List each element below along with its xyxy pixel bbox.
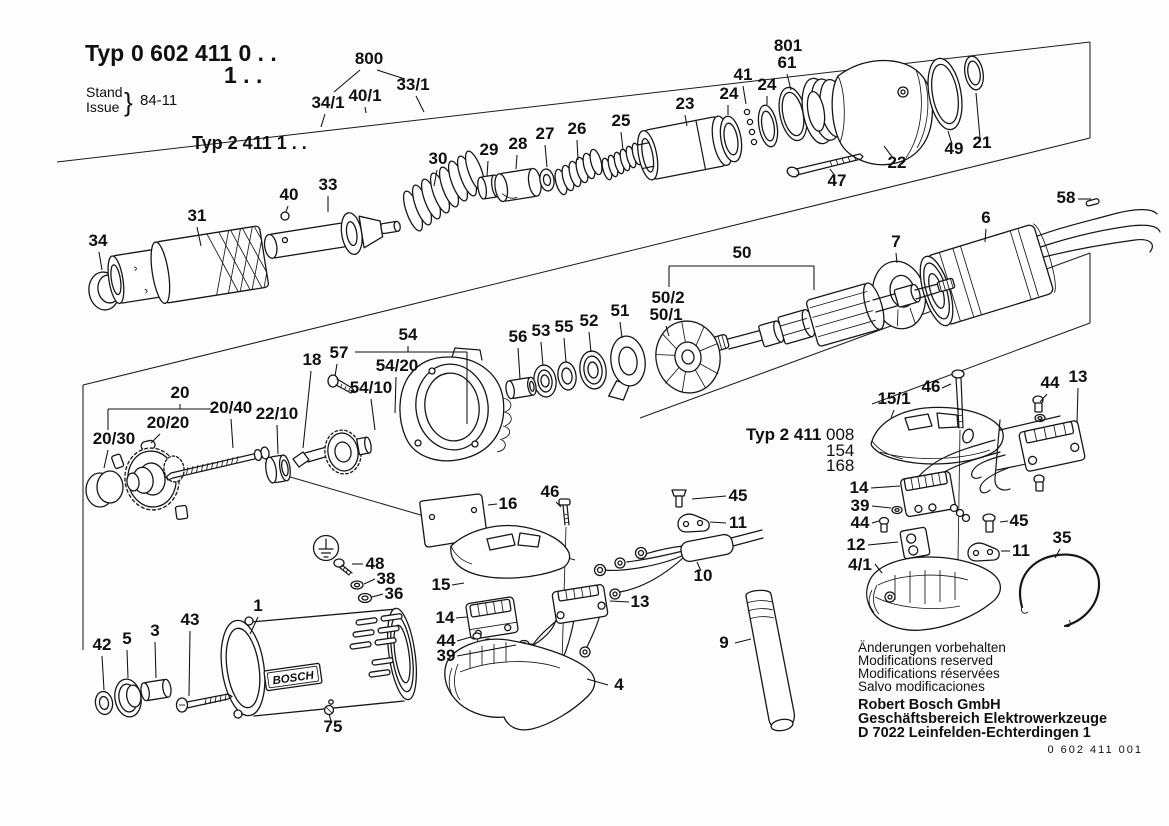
callout-label-14: 14 (435, 608, 455, 627)
part-56-bushing (505, 377, 537, 399)
callout-label-45: 45 (1009, 511, 1029, 530)
callout-leader-20/30 (104, 450, 108, 468)
part-1-motor-housing (216, 607, 422, 719)
callout-label-75: 75 (323, 717, 343, 736)
callout-label-14: 14 (849, 478, 869, 497)
part-10-cable (595, 530, 764, 599)
callout-label-22/10: 22/10 (255, 404, 299, 423)
callout-label-24: 24 (719, 84, 739, 103)
callout-leader-42 (102, 656, 104, 690)
part-42-ring (94, 690, 114, 715)
callout-label-61: 61 (777, 53, 797, 72)
callout-label-6: 6 (981, 208, 991, 227)
callout-leader-34 (99, 252, 102, 270)
callout-label-16: 16 (498, 494, 518, 513)
callout-leader-25 (621, 132, 623, 150)
callout-leader-52 (589, 332, 591, 352)
callout-label-18: 18 (302, 350, 322, 369)
callout-leader-54/10 (371, 399, 375, 430)
callout-label-46: 46 (540, 482, 560, 501)
callout-leader-38 (364, 579, 375, 584)
callout-leader-21 (976, 93, 980, 138)
callout-leader-15 (452, 583, 464, 585)
callout-label-3: 3 (150, 621, 160, 640)
part-15-1-cover (871, 407, 1003, 464)
callout-label-10: 10 (693, 566, 713, 585)
typ-secondary: Typ 2 411 1 . . (192, 133, 307, 153)
callout-leader-57 (335, 364, 337, 376)
callout-leader-20/20 (151, 434, 160, 443)
callout-label-39: 39 (850, 496, 870, 515)
footer-company-1: Geschäftsbereich Elektrowerkzeuge (858, 711, 1108, 727)
typ-number: 0 602 411 0 . . (131, 40, 277, 66)
callout-label-54: 54 (398, 325, 418, 344)
callout-label-24: 24 (757, 75, 777, 94)
part-12-block (900, 527, 930, 559)
title-block (85, 40, 307, 153)
callout-label-4: 4 (614, 675, 624, 694)
callout-label-49: 49 (944, 139, 964, 158)
callout-label-42: 42 (92, 635, 112, 654)
callout-label-5: 5 (122, 629, 132, 648)
ground-symbol (314, 536, 339, 561)
typ-right-block (746, 425, 854, 475)
callout-label-34: 34 (88, 231, 108, 250)
callout-label-23: 23 (675, 94, 695, 113)
typ-right-code-2: 168 (826, 456, 855, 475)
part-31-spindle (104, 226, 269, 312)
callout-leader-45 (692, 496, 726, 499)
callout-label-30: 30 (428, 149, 448, 168)
callout-leader-22/10 (277, 425, 278, 454)
callout-label-15: 15 (431, 575, 451, 594)
callout-label-27: 27 (535, 124, 555, 143)
callout-label-1: 1 (253, 596, 263, 615)
callout-label-47: 47 (827, 171, 847, 190)
callout-label-57: 57 (329, 343, 349, 362)
typ-right-label: Typ 2 411 (746, 425, 822, 444)
part-44-screw-right-list (880, 518, 889, 533)
footer-company-2: D 7022 Leinfelden-Echterdingen 1 (858, 725, 1091, 741)
part-44-screw-right-bottom (1034, 475, 1044, 491)
callout-leader-9 (735, 639, 751, 643)
typ-number2: 1 . . (224, 62, 263, 88)
callout-label-35: 35 (1052, 528, 1072, 547)
part-26-spring (553, 148, 604, 196)
callout-leader-45 (1000, 521, 1008, 522)
part-36-washer (359, 594, 372, 603)
callout-label-50/1: 50/1 (649, 305, 683, 324)
part-4-1-handle-shell-right (867, 557, 1001, 630)
part-39-washer-right (892, 507, 902, 514)
callout-leader-26 (577, 140, 578, 160)
typ-label: Typ (85, 40, 125, 66)
stand-brace: } (124, 87, 133, 117)
callout-label-15/1: 15/1 (877, 389, 911, 408)
callout-leader-41 (743, 86, 746, 104)
part-20-gear-set (86, 440, 188, 520)
callout-label-22: 22 (887, 153, 907, 172)
callout-label-41: 41 (733, 65, 753, 84)
bosch-logo-text: BOSCH (271, 669, 315, 688)
part-52-bearing (577, 349, 608, 390)
callout-label-801: 801 (773, 36, 803, 55)
callout-label-31: 31 (187, 206, 207, 225)
callout-label-9: 9 (719, 633, 729, 652)
callout-label-45: 45 (728, 486, 748, 505)
callout-label-46: 46 (921, 377, 941, 396)
callout-label-54/20: 54/20 (375, 356, 419, 375)
callout-leader-18 (303, 371, 311, 448)
typ-right-code-1: 154 (826, 441, 855, 460)
part-47-screw (786, 154, 863, 179)
callout-leader-29 (487, 161, 488, 176)
callout-leader-44 (872, 521, 879, 523)
callout-label-20/40: 20/40 (209, 398, 253, 417)
part-9-cable-sleeve (746, 590, 794, 732)
callout-label-29: 29 (479, 140, 499, 159)
callout-label-33/1: 33/1 (396, 75, 430, 94)
part-3-bushing (140, 679, 172, 701)
part-38-washer (351, 581, 363, 589)
callout-label-28: 28 (508, 134, 528, 153)
callout-label-55: 55 (554, 317, 574, 336)
callout-label-4/1: 4/1 (848, 555, 872, 574)
callout-label-12: 12 (846, 535, 866, 554)
callout-label-56: 56 (508, 327, 528, 346)
callout-label-20: 20 (170, 383, 190, 402)
callout-label-11: 11 (1012, 541, 1030, 560)
callout-label-7: 7 (891, 232, 901, 251)
part-22-gear-housing (797, 60, 932, 164)
part-28-sleeve (493, 168, 543, 203)
callout-label-800: 800 (354, 49, 384, 68)
bosch-logo-plate (264, 663, 322, 691)
callout-leader-40 (286, 206, 288, 212)
part-45-screw-mid (672, 490, 686, 507)
callout-leader-28 (516, 155, 517, 169)
callout-label-51: 51 (610, 301, 630, 320)
callout-label-34/1: 34/1 (311, 93, 345, 112)
callout-leader-16 (488, 504, 497, 505)
callout-label-43: 43 (180, 610, 200, 629)
callout-leader-12 (868, 542, 898, 545)
callout-leader-13 (610, 601, 629, 602)
part-5-flanged-ring (112, 677, 144, 719)
callout-leader-11 (710, 522, 726, 523)
part-24-ring-b (755, 104, 780, 148)
stand-label: Stand (86, 84, 123, 100)
callout-leader-44 (457, 637, 471, 641)
callout-label-53: 53 (531, 321, 551, 340)
callout-label-52: 52 (579, 311, 599, 330)
part-14-brush-holder-mid (465, 596, 518, 639)
callout-leader-46 (942, 384, 951, 388)
callout-label-36: 36 (384, 584, 404, 603)
callout-leader-43 (189, 631, 190, 696)
part-43-screw (177, 694, 233, 712)
part-21-ring (962, 55, 986, 92)
callout-label-40/1: 40/1 (348, 86, 382, 105)
callout-leader-39 (872, 506, 891, 508)
callout-label-21: 21 (972, 133, 992, 152)
part-40-ball (281, 212, 289, 220)
part-22-10-bushing (264, 454, 292, 483)
callout-label-50/2: 50/2 (651, 288, 685, 307)
part-4-handle-shell (445, 639, 595, 730)
callout-label-44: 44 (436, 631, 456, 650)
callout-label-33: 33 (318, 175, 338, 194)
footer-note-2: Modifications réservées (858, 666, 1000, 681)
part-75-screw (325, 706, 334, 715)
callout-leader-40/1 (365, 107, 366, 113)
footer-note-3: Salvo modificaciones (858, 679, 985, 694)
part-11-clamp-mid (678, 514, 709, 532)
callout-leader-14 (456, 617, 467, 618)
footer-note-1: Modifications reserved (858, 653, 994, 668)
part-35-wire-bail (1020, 555, 1099, 627)
callout-leader-55 (564, 338, 566, 362)
callout-leader-27 (545, 145, 547, 167)
callout-leader-51 (620, 322, 622, 338)
part-46-screw-mid (559, 499, 570, 662)
callout-label-13: 13 (630, 592, 650, 611)
callout-label-40: 40 (279, 185, 299, 204)
issue-label: Issue (86, 99, 120, 115)
part-45-screw-right (983, 514, 995, 532)
part-55-washer (556, 361, 578, 391)
callout-leader-53 (541, 342, 543, 366)
callout-label-44: 44 (1040, 373, 1060, 392)
callout-leader-13 (1077, 388, 1078, 423)
callout-leader-14 (871, 486, 900, 488)
callout-label-20/30: 20/30 (92, 429, 136, 448)
part-50-1-fan (650, 316, 726, 398)
callout-label-58: 58 (1056, 188, 1076, 207)
footer-block (858, 640, 1143, 756)
part-11-clamp-right (968, 543, 999, 561)
part-41-balls (744, 109, 756, 144)
part-51-bearing-plate (601, 334, 650, 402)
callout-leader-34/1 (321, 114, 325, 127)
callout-label-20/20: 20/20 (146, 413, 190, 432)
doc-number: 0 602 411 001 (1047, 744, 1143, 756)
callout-leader-35 (1055, 549, 1060, 558)
callout-label-13: 13 (1068, 367, 1088, 386)
callout-leader-20/40 (231, 419, 233, 448)
part-48-screw (334, 559, 352, 575)
callout-label-39: 39 (436, 646, 456, 665)
callout-leader-56 (518, 348, 520, 379)
callout-leader-54/20 (395, 377, 396, 413)
typ-right-code-0: 008 (826, 425, 855, 444)
callout-leader-3 (155, 642, 156, 678)
footer-company-0: Robert Bosch GmbH (858, 697, 1001, 713)
callout-label-11: 11 (729, 513, 747, 532)
callout-label-25: 25 (611, 111, 631, 130)
callout-label-38: 38 (376, 569, 396, 588)
callout-label-48: 48 (365, 554, 385, 573)
callout-label-50: 50 (732, 243, 752, 262)
part-44-screw-right-top (1033, 396, 1045, 422)
callout-leader-5 (127, 650, 128, 678)
callout-leader-33/1 (416, 96, 424, 112)
part-6-motor-stator (914, 210, 1160, 330)
footer-note-0: Änderungen vorbehalten (858, 640, 1006, 655)
callout-label-54/10: 54/10 (349, 378, 393, 397)
stand-value: 84-11 (140, 92, 178, 109)
callout-label-26: 26 (567, 119, 587, 138)
callout-leader-36 (372, 594, 383, 597)
callout-label-44: 44 (850, 513, 870, 532)
